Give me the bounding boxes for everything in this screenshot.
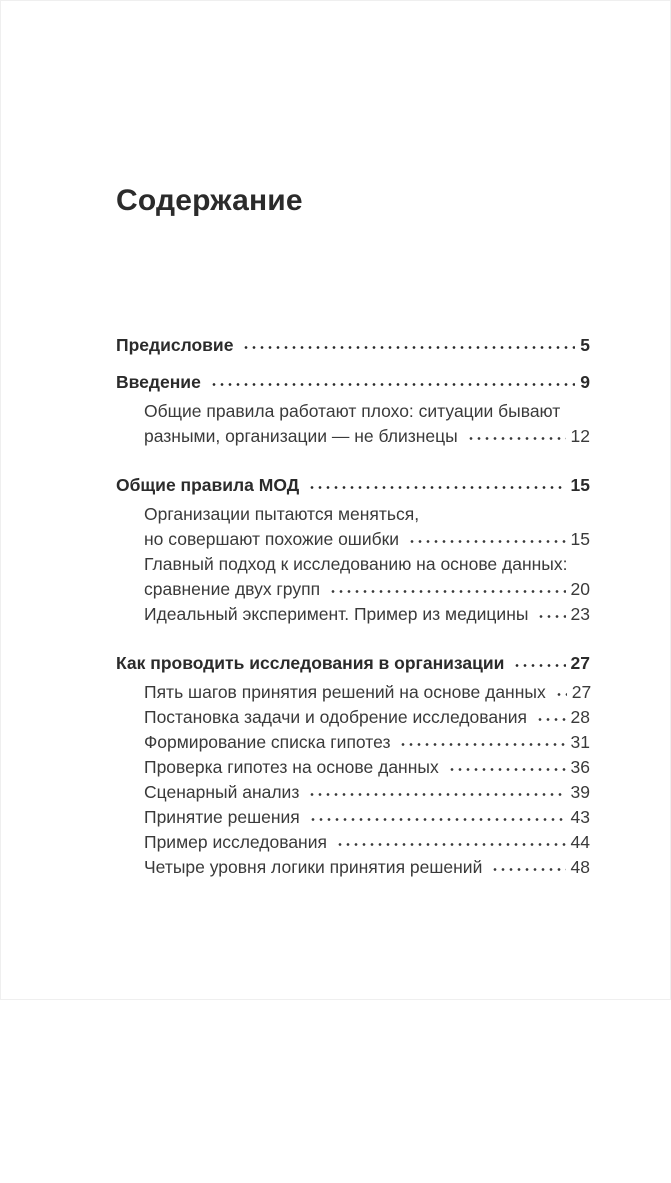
toc-list [116, 333, 590, 880]
toc-entry-row [144, 755, 590, 780]
toc-entry-title: Четыре уровня логики принятия решений [144, 857, 483, 877]
toc-entry-row [144, 730, 590, 755]
dot-leader [208, 374, 575, 388]
toc-entry-title: Формирование списка гипотез [144, 732, 391, 752]
toc-entry-title: сравнение двух групп [144, 579, 321, 599]
toc-entry-page-number: 15 [570, 529, 590, 549]
toc-entry-sub [116, 755, 590, 780]
dot-leader [406, 531, 565, 545]
toc-entry-sub [116, 552, 590, 602]
toc-entry-page-number: 9 [580, 372, 590, 392]
toc-entry-sub [116, 602, 590, 627]
toc-entry-title: Предисловие [116, 335, 234, 355]
toc-entry-page-number: 39 [570, 782, 590, 802]
toc-entry-page-number: 12 [570, 426, 590, 446]
dot-leader [306, 477, 565, 491]
toc-entry-row [144, 705, 590, 730]
toc-entry-sub [116, 805, 590, 830]
toc-entry-row [116, 370, 590, 395]
dot-leader [446, 759, 566, 773]
toc-entry-title: разными, организации — не близнецы [144, 426, 458, 446]
toc-entry-title: Сценарный анализ [144, 782, 300, 802]
dot-leader [465, 428, 566, 442]
dot-leader [306, 784, 565, 798]
toc-entry-row [116, 473, 590, 498]
toc-entry-sub [116, 680, 590, 705]
toc-entry-page-number: 15 [570, 475, 590, 495]
toc-entry-row [116, 333, 590, 358]
dot-leader [327, 581, 565, 595]
dot-leader [240, 337, 575, 351]
toc-entry-row [144, 680, 590, 705]
toc-entry-sub [116, 502, 590, 552]
toc-entry-sub [116, 730, 590, 755]
contents-page [1, 185, 670, 1183]
toc-entry-title: но совершают похожие ошибки [144, 529, 400, 549]
toc-entry-row [116, 651, 590, 676]
toc-entry-page-number: 27 [570, 653, 590, 673]
dot-leader [553, 684, 567, 698]
dot-leader [334, 834, 566, 848]
toc-entry-page-number: 43 [570, 807, 590, 827]
toc-entry-title: Идеальный эксперимент. Пример из медицины [144, 604, 529, 624]
toc-entry-line: Общие правила работают плохо: ситуации бывают [144, 401, 561, 421]
toc-entry-page-number: 5 [580, 335, 590, 355]
toc-entry-sub [116, 705, 590, 730]
toc-entry-sub [116, 780, 590, 805]
toc-entry-sub [116, 830, 590, 855]
toc-entry-title: Пять шагов принятия решений на основе данных [144, 682, 546, 702]
toc-entry-section [116, 333, 590, 358]
toc-entry-title: Проверка гипотез на основе данных [144, 757, 439, 777]
toc-entry-title: Пример исследования [144, 832, 327, 852]
dot-leader [307, 809, 566, 823]
toc-entry-row [144, 424, 590, 449]
toc-entry-row [144, 602, 590, 627]
toc-entry-sub [116, 855, 590, 880]
toc-entry-row [144, 780, 590, 805]
toc-entry-sub [116, 399, 590, 449]
toc-entry-page-number: 28 [570, 707, 590, 727]
toc-entry-page-number: 27 [571, 682, 592, 702]
toc-entry-title: Введение [116, 372, 201, 392]
toc-entry-row [144, 527, 590, 552]
toc-entry-section [116, 651, 590, 676]
dot-leader [534, 709, 566, 723]
toc-entry-page-number: 20 [570, 579, 590, 599]
toc-entry-title: Постановка задачи и одобрение исследования [144, 707, 527, 727]
toc-entry-section [116, 370, 590, 395]
dot-leader [511, 655, 565, 669]
toc-entry-page-number: 23 [570, 604, 590, 624]
dot-leader [535, 606, 565, 620]
toc-entry-page-number: 36 [570, 757, 590, 777]
toc-entry-page-number: 44 [570, 832, 590, 852]
dot-leader [489, 859, 565, 873]
toc-entry-row [144, 577, 590, 602]
toc-entry-row [144, 805, 590, 830]
page-title: Содержание [116, 184, 303, 217]
toc-entry-section [116, 473, 590, 498]
toc-entry-title: Общие правила МОД [116, 475, 300, 495]
toc-entry-line: Главный подход к исследованию на основе данных: [144, 554, 568, 574]
toc-entry-title: Как проводить исследования в организации [116, 653, 505, 673]
toc-entry-line: Организации пытаются меняться, [144, 504, 420, 524]
toc-entry-row [144, 855, 590, 880]
toc-entry-title: Принятие решения [144, 807, 300, 827]
toc-entry-page-number: 48 [570, 857, 590, 877]
toc-entry-page-number: 31 [570, 732, 590, 752]
dot-leader [397, 734, 565, 748]
toc-entry-row [144, 830, 590, 855]
